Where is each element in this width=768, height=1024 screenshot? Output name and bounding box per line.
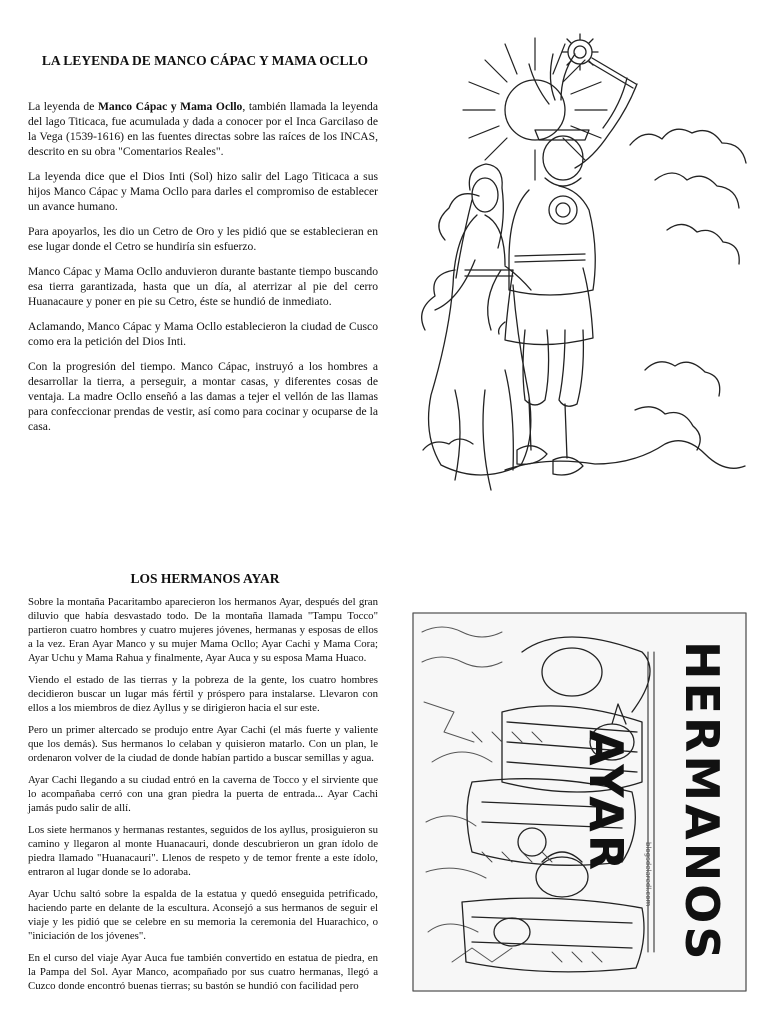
section2-body — [28, 595, 378, 1001]
rocks-drawing — [505, 441, 745, 470]
section2-paragraph: Viendo el estado de las tierras y la pobreza de la gente, los cuatro hombres decidieron buscar un lugar más fértil y próspero para instalarse. Llevaron con ellos a los miembros de diez Ayllus y se dirigieron hacia el sur este. — [28, 674, 378, 714]
section1-p1-bold: Manco Cápac y Mama Ocllo — [97, 100, 243, 113]
hermanos-ayar-illustration — [412, 612, 747, 992]
section1-body — [28, 99, 378, 444]
section2-title: LOS HERMANOS AYAR — [130, 571, 280, 586]
section1-title: LA LEYENDA DE MANCO CÁPAC Y MAMA OCLLO — [41, 53, 369, 68]
section2-paragraph: En el curso del viaje Ayar Auca fue también convertido en estatua de piedra, en la Pampa del Sol. Ayar Manco, acompañado por sus cuatro hermanas, llegó a Cuzco donde encontró buenas tierras; su bastón se hundió con facilidad pero — [28, 952, 378, 992]
section1-paragraph — [28, 99, 378, 159]
section2-paragraph: Ayar Uchu saltó sobre la espalda de la estatua y quedó enseguida petrificado, haciendo parte en delante de la escultura. Aconsejó a sus hermanos de seguir el viaje y les pidió que se celebre en su memoria la ceremonia del Huarachico, o "iniciación de los jóvenes". — [28, 888, 378, 942]
manco-capac-mama-ocllo-illustration — [405, 30, 755, 500]
section1-p1-end: , también llamada la leyenda del lago Titicaca, fue acumulada y dada a conocer por el Inca Garcilaso de la Vega (1539-1616) en las fuentes directas sobre las raíces de los INCAS, descrito en su obra "Comentarios Reales". — [28, 100, 378, 158]
section1-paragraph: Manco Cápac y Mama Ocllo anduvieron durante bastante tiempo buscando esa tierra garantizada, hasta que un día, al aterrizar al pie del cerro Huanacaure y poner en pie su Cetro, éste se hundió de inmediato. — [28, 265, 378, 308]
image-credit: blogsdelaredl.com — [644, 842, 652, 907]
section1-paragraph: La leyenda dice que el Dios Inti (Sol) hizo salir del Lago Titicaca a sus hijos Manco Cápac y Mama Ocllo para darles el compromiso de establecer un avance humano. — [28, 170, 378, 213]
section2-paragraph: Los siete hermanos y hermanas restantes, seguidos de los ayllus, prosiguieron su camino y llegaron al monte Huanacauri, donde descubrieron un gran ídolo de piedra llamado "Huanacauri". Llenos de respeto y de temor frente a este ídolo, entraron al lugar donde se lo adoraba. — [28, 824, 378, 878]
sun-drawing — [463, 38, 607, 180]
section2-paragraph: Ayar Cachi llegando a su ciudad entró en la caverna de Tocco y el sirviente que lo acompañaba cerró con una gran piedra la puerta de entrada... Ayar Cachi jamás pudo salir de allí. — [28, 774, 378, 814]
section1-paragraph: Aclamando, Manco Cápac y Mama Ocllo establecieron la ciudad de Cusco como era la petición del Dios Inti. — [28, 320, 378, 348]
section2-paragraph: Pero un primer altercado se produjo entre Ayar Cachi (el más fuerte y valiente que los demás). Sus hermanos lo celaban y quisieron matarlo. Con un plan, le ordenaron volver de la ciudad de donde habían partido a buscar semillas y agua. — [28, 724, 378, 764]
manco-capac-figure — [488, 54, 637, 475]
hermanos-ayar-vertical-title: HERMANOS AYAR — [579, 641, 729, 963]
section2-paragraph: Sobre la montaña Pacaritambo aparecieron los hermanos Ayar, después del gran diluvio que había desvastado todo. De la montaña llamada "Tampu Tocco" partieron cuatro hombres y cuatro mujeres jóvenes, hermanas y esposas de ellos a la vez. Eran Ayar Manco y su mujer Mama Ocllo; Ayar Cachi y Mama Cora; Ayar Uchu y Mama Rahua y finalmente, Ayar Auca y su esposa Mama Huaco. — [28, 596, 378, 664]
section1-paragraph: Para apoyarlos, les dio un Cetro de Oro y les pidió que se establecieran en ese lugar donde el Cetro se hundiría sin esfuerzo. — [28, 225, 378, 253]
scepter-drawing — [562, 34, 636, 88]
section1-paragraph: Con la progresión del tiempo. Manco Cápac, instruyó a los hombres a desarrollar la tierra, a perseguir, a montar casas, y diferentes cosas de ventaja. La madre Ocllo enseñó a las damas a tejer el vellón de las llamas para confeccionar prendas de vestir, así como para cocinar y ocuparse de la casa. — [28, 360, 378, 433]
section1-p1-start: La leyenda de — [28, 100, 98, 113]
